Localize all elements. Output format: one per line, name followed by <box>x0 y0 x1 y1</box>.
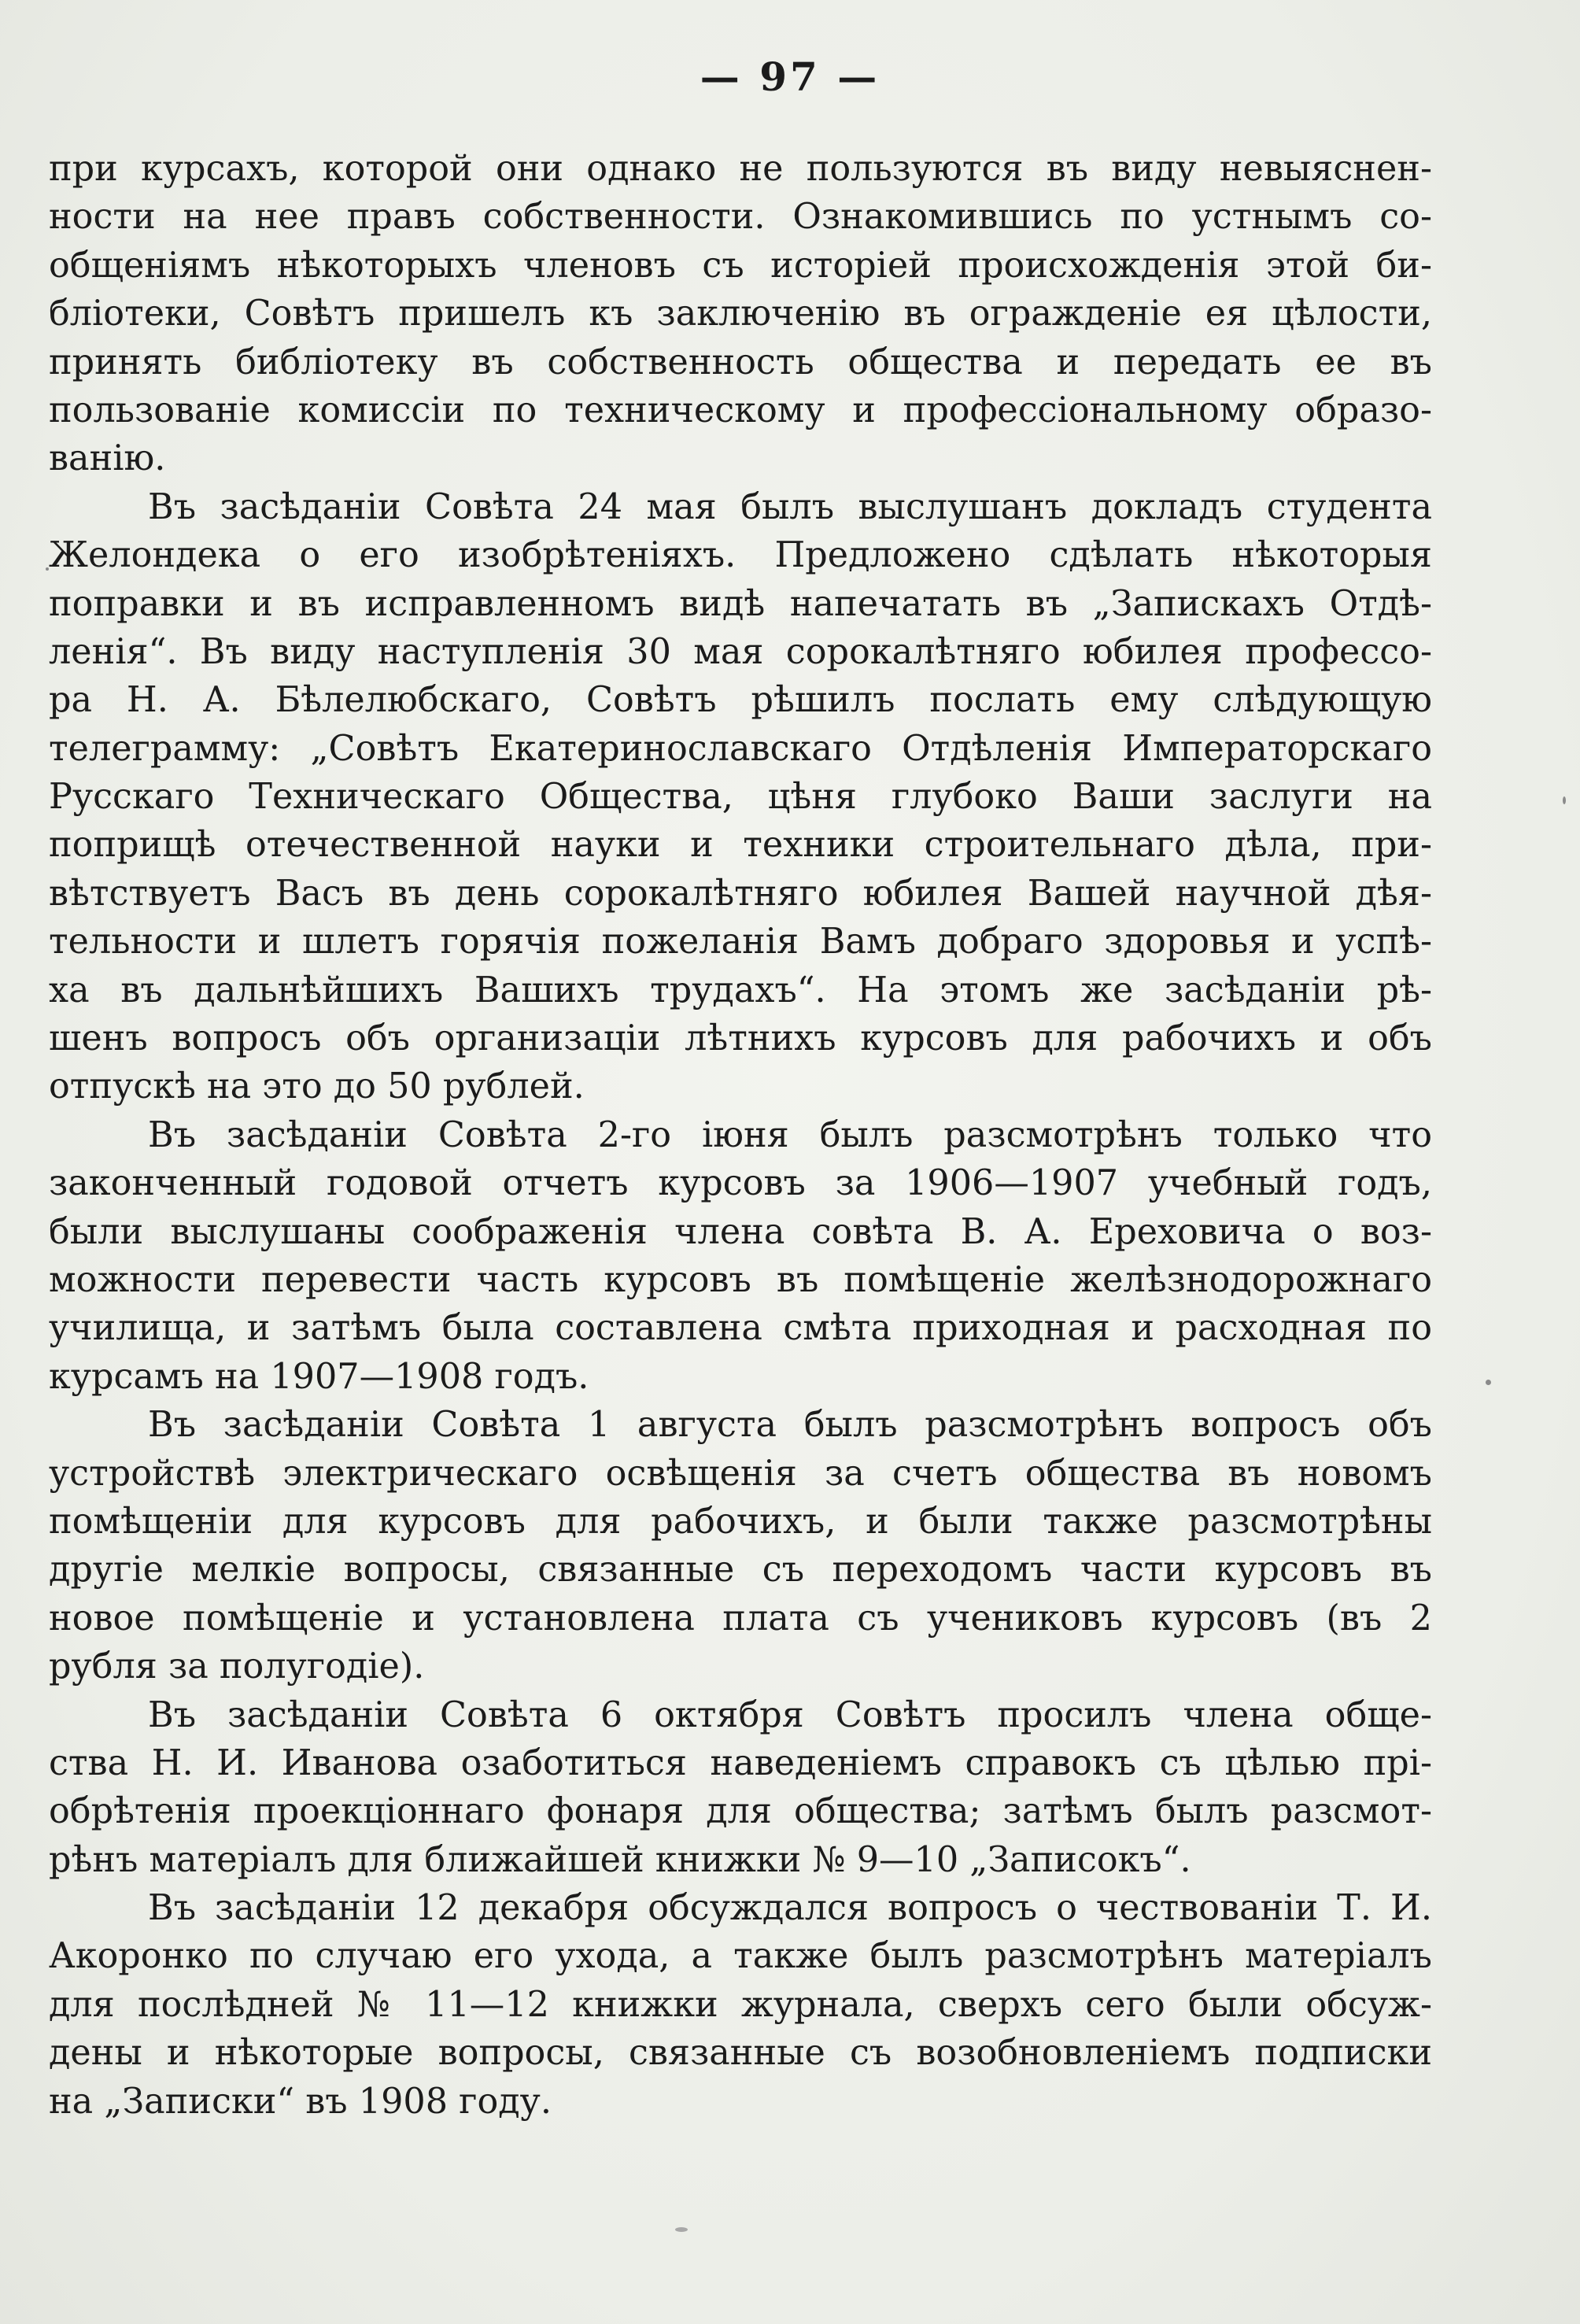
text-line: устройствѣ электрическаго освѣщенія за счетъ общества въ новомъ <box>49 1453 1432 1494</box>
text-line: дены и нѣкоторые вопросы, связанные съ возобновленіемъ подписки <box>49 2033 1432 2074</box>
text-line: Акоронко по случаю его ухода, а также былъ разсмотрѣнъ матеріалъ <box>49 1936 1432 1977</box>
page-number: — 97 — <box>700 54 880 100</box>
paper-speck <box>46 567 49 571</box>
paragraph-start: Въ засѣданіи 12 декабря обсуждался вопросъ о чествованіи Т. И. <box>148 1888 1432 1929</box>
text-line: при курсахъ, которой они однако не пользуются въ виду невыяснен- <box>49 149 1432 189</box>
text-line: можности перевести часть курсовъ въ помѣщеніе желѣзнодорожнаго <box>49 1259 1432 1300</box>
text-line: училища, и затѣмъ была составлена смѣта приходная и расходная по <box>49 1308 1432 1349</box>
text-line: курсамъ на 1907—1908 годъ. <box>49 1356 589 1397</box>
text-line: на „Записки“ въ 1908 году. <box>49 2081 552 2122</box>
text-line: бліотеки, Совѣтъ пришелъ къ заключенію въ огражденіе ея цѣлости, <box>49 294 1432 334</box>
paper-speck <box>1486 1380 1491 1385</box>
text-line: телеграмму: „Совѣтъ Екатеринославскаго Отдѣленія Императорскаго <box>49 728 1432 769</box>
paragraph-start: Въ засѣданіи Совѣта 1 августа былъ разсмотрѣнъ вопросъ объ <box>148 1405 1432 1446</box>
text-line: обрѣтенія проекціоннаго фонаря для общества; затѣмъ былъ разсмот- <box>49 1791 1432 1832</box>
text-line: для послѣдней № 11—12 книжки журнала, сверхъ сего были обсуж- <box>49 1984 1432 2025</box>
text-line: ха въ дальнѣйшихъ Вашихъ трудахъ“. На этомъ же засѣданіи рѣ- <box>49 970 1432 1011</box>
text-line: ности на нее правъ собственности. Ознакомившись по устнымъ со- <box>49 197 1432 238</box>
text-line: поправки и въ исправленномъ видѣ напечатать въ „Запискахъ Отдѣ- <box>49 583 1432 624</box>
text-line: Желондека о его изобрѣтеніяхъ. Предложено сдѣлать нѣкоторыя <box>49 535 1432 576</box>
text-line: поприщѣ отечественной науки и техники строительнаго дѣла, при- <box>49 825 1432 866</box>
text-line: вѣтствуетъ Васъ въ день сорокалѣтняго юбилея Вашей научной дѣя- <box>49 873 1432 914</box>
text-line: шенъ вопросъ объ организаціи лѣтнихъ курсовъ для рабочихъ и объ <box>49 1018 1432 1059</box>
paper-speck <box>675 2227 688 2232</box>
text-line: помѣщеніи для курсовъ для рабочихъ, и были также разсмотрѣны <box>49 1501 1432 1542</box>
text-line: ванію. <box>49 438 166 479</box>
text-line: Русскаго Техническаго Общества, цѣня глубоко Ваши заслуги на <box>49 777 1432 818</box>
text-line: ленія“. Въ виду наступленія 30 мая сорокалѣтняго юбилея профессо- <box>49 631 1432 672</box>
body-text <box>49 145 1432 2126</box>
text-line: ства Н. И. Иванова озаботиться наведеніемъ справокъ съ цѣлью прі- <box>49 1742 1432 1783</box>
text-line: тельности и шлетъ горячія пожеланія Вамъ добраго здоровья и успѣ- <box>49 922 1432 962</box>
paragraph-start: Въ засѣданіи Совѣта 6 октября Совѣтъ просилъ члена обще- <box>148 1694 1432 1735</box>
paragraph-start: Въ засѣданіи Совѣта 2-го іюня былъ разсмотрѣнъ только что <box>148 1114 1432 1155</box>
text-line: общеніямъ нѣкоторыхъ членовъ съ исторіей происхожденія этой би- <box>49 245 1432 286</box>
text-line: пользованіе комиссіи по техническому и профессіональному образо- <box>49 390 1432 430</box>
text-line: ра Н. А. Бѣлелюбскаго, Совѣтъ рѣшилъ послать ему слѣдующую <box>49 680 1432 721</box>
text-line: отпускѣ на это до 50 рублей. <box>49 1066 585 1107</box>
paper-speck <box>1563 796 1566 804</box>
text-line: рѣнъ матеріалъ для ближайшей книжки № 9—10 „Записокъ“. <box>49 1839 1191 1880</box>
text-line: новое помѣщеніе и установлена плата съ учениковъ курсовъ (въ 2 <box>49 1598 1432 1639</box>
text-line: законченный годовой отчетъ курсовъ за 1906—1907 учебный годъ, <box>49 1163 1432 1204</box>
text-line: были выслушаны соображенія члена совѣта В. А. Ереховича о воз- <box>49 1211 1432 1252</box>
paragraph-start: Въ засѣданіи Совѣта 24 мая былъ выслушанъ докладъ студента <box>148 486 1432 527</box>
text-line: другіе мелкіе вопросы, связанные съ переходомъ части курсовъ въ <box>49 1550 1432 1591</box>
text-line: принять библіотеку въ собственность общества и передать ее въ <box>49 342 1432 382</box>
text-line: рубля за полугодіе). <box>49 1646 425 1687</box>
